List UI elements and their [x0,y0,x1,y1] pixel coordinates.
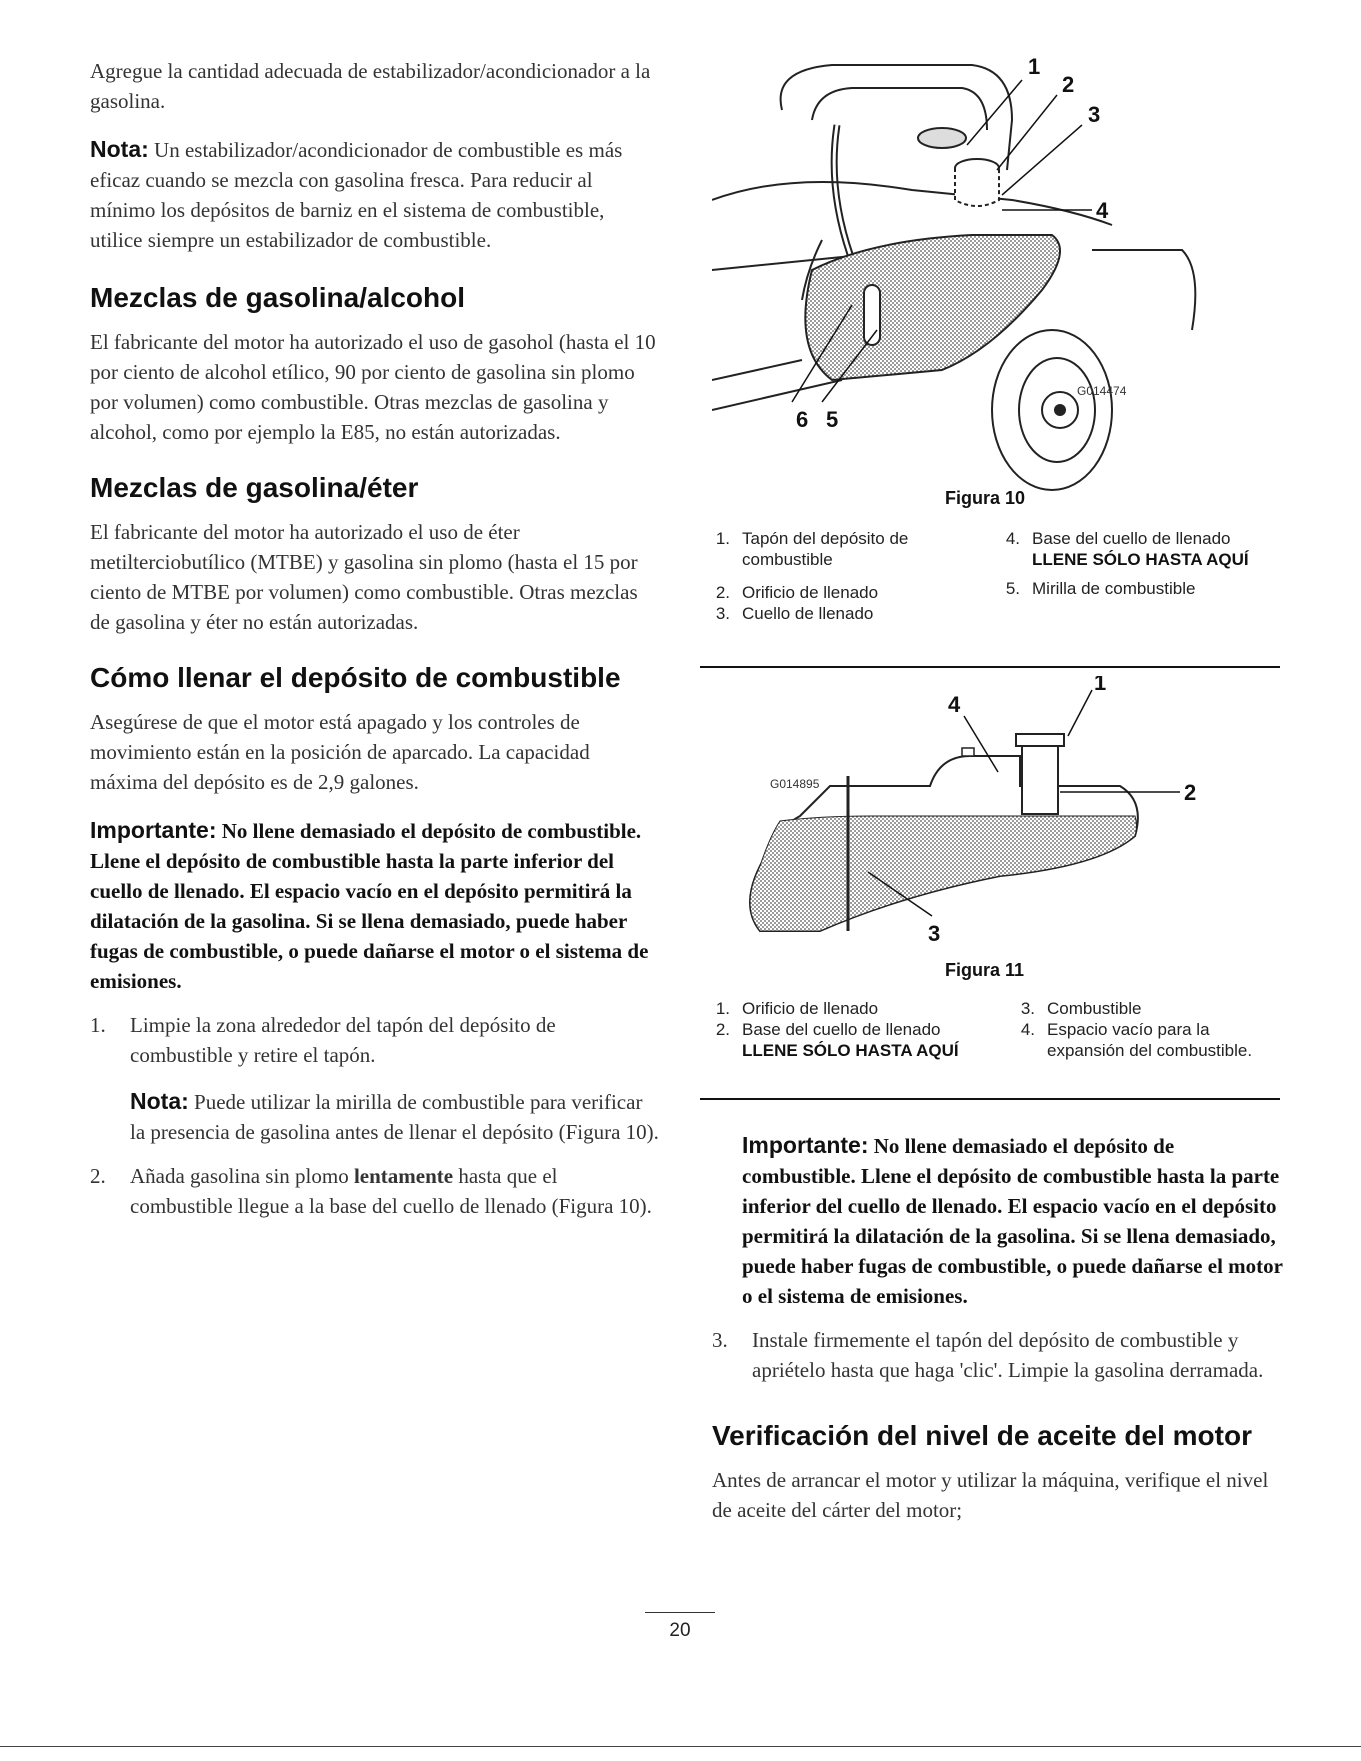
paragraph-aceite: Antes de arrancar el motor y utilizar la máquina, verifique el nivel de aceite del cárter del motor; [712,1468,1269,1522]
step-number: 1. [90,1013,106,1037]
fig10-marker-3: 3 [1088,102,1101,127]
note-label: Nota: [130,1088,189,1114]
page-number: 20 [669,1620,691,1641]
legend-item: 3. Cuello de llenado [715,604,874,623]
legend-item: 5. Mirilla de combustible [1005,579,1196,598]
step-text: Instale firmemente el tapón del depósito de combustible y apriételo hasta que haga 'clic'. Limpie la gasolina derramada. [752,1328,1264,1382]
figure-divider [700,1098,1280,1100]
page-bottom-rule [0,1746,1361,1747]
heading-aceite: Verificación del nivel de aceite del motor [712,1420,1252,1451]
important-warning-left [90,815,662,996]
fig11-marker-3: 3 [928,921,941,946]
figure-11-caption: Figura 11 [945,960,1025,980]
legend-item: 4. Espacio vacío para la expansión del combustible. [1020,1020,1253,1060]
legend-item: 1. Tapón del depósito de combustible [715,529,909,569]
figure-11-illustration [740,676,1260,954]
legend-item: 3. Combustible [1020,999,1142,1018]
step-2 [90,1161,662,1221]
figure-11-legend-col2 [1005,998,1275,1061]
legend-item: 4. Base del cuello de llenado LLENE SÓLO HASTA AQUÍ [1005,529,1249,569]
note-label: Nota: [90,136,149,162]
note-text: Puede utilizar la mirilla de combustible para verificar la presencia de gasolina antes de llenar el depósito (Figura 10). [130,1090,659,1144]
note-text: Un estabilizador/acondicionador de combustible es más eficaz cuando se mezcla con gasolina fresca. Para reducir al mínimo los depósitos de barniz en el sistema de combustible, utilice siempre un estabilizador de combustible. [90,138,623,252]
note-stabilizer [90,134,662,255]
left-column [90,56,662,1237]
paragraph-eter: El fabricante del motor ha autorizado el uso de éter metilterciobutílico (MTBE) y gasolina sin plomo (hasta el 15 por ciento de MTBE por volumen) como combustible. Otras mezclas de gasolina y éter no están autorizadas. [90,520,638,634]
legend-item: 2. Base del cuello de llenado LLENE SÓLO HASTA AQUÍ [715,1020,959,1060]
fig10-marker-5: 5 [826,407,839,432]
step-text: Añada gasolina sin plomo lentamente hasta que el combustible llegue a la base del cuello de llenado (Figura 10). [130,1164,652,1218]
important-text: No llene demasiado el depósito de combustible. Llene el depósito de combustible hasta la parte inferior del cuello de llenado. El espacio vacío en el depósito permitirá la dilatación de la gasolina. Si se llena demasiado, puede haber fugas de combustible, o puede dañarse el motor o el sistema de emisiones. [742,1134,1283,1308]
important-label: Importante: [742,1132,869,1158]
step-1 [90,1010,662,1070]
heading-eter: Mezclas de gasolina/éter [90,472,419,503]
important-label: Importante: [90,817,217,843]
figure-10-illustration [712,50,1212,505]
legend-item: 1. Orificio de llenado [715,999,879,1018]
step-3 [712,1325,1284,1385]
figure-10-caption: Figura 10 [945,488,1026,508]
fig11-marker-4: 4 [948,692,961,717]
paragraph-alcohol: El fabricante del motor ha autorizado el uso de gasohol (hasta el 10 por ciento de alcohol etílico, 90 por ciento de gasolina sin plomo por volumen) como combustible. Otras mezclas de gasolina y alcohol, como por ejemplo la E85, no están autorizadas. [90,330,656,444]
fig10-marker-4: 4 [1096,198,1109,223]
intro-paragraph: Agregue la cantidad adecuada de estabilizador/acondicionador a la gasolina. [90,59,651,113]
note-sight-glass [130,1086,662,1147]
figure-10-legend-col1 [700,528,970,624]
heading-alcohol: Mezclas de gasolina/alcohol [90,282,466,313]
figure-divider [700,666,1280,668]
paragraph-llenar: Asegúrese de que el motor está apagado y los controles de movimiento están en la posición de aparcado. La capacidad máxima del depósito es de 2,9 galones. [90,710,590,794]
step-number: 2. [90,1164,106,1188]
fig10-marker-2: 2 [1062,72,1075,97]
important-text: No llene demasiado el depósito de combustible. Llene el depósito de combustible hasta la parte inferior del cuello de llenado. El espacio vacío en el depósito permitirá la dilatación de la gasolina. Si se llena demasiado, puede haber fugas de combustible, o puede dañarse el motor o el sistema de emisiones. [90,819,649,993]
fig10-code: G014474 [1077,384,1127,398]
fig10-marker-6: 6 [796,407,809,432]
page-number-rule [645,1612,715,1613]
legend-item: 2. Orificio de llenado [715,583,879,602]
important-warning-right [742,1130,1284,1311]
fig10-marker-1: 1 [1028,54,1041,79]
fig11-code: G014895 [770,777,820,791]
figure-10-legend-col2 [990,528,1280,599]
step-number: 3. [712,1328,728,1352]
mower-fuel-tank-drawing [712,50,1212,505]
step-emphasis: lentamente [353,1164,454,1188]
step-text: Limpie la zona alrededor del tapón del depósito de combustible y retire el tapón. [130,1013,556,1067]
heading-llenar: Cómo llenar el depósito de combustible [90,662,621,693]
fig11-marker-2: 2 [1184,780,1197,805]
figure-11-legend-col1 [700,998,1000,1061]
right-column [712,1130,1284,1543]
fuel-tank-cross-section-drawing [740,676,1260,954]
fig11-marker-1: 1 [1094,676,1107,695]
